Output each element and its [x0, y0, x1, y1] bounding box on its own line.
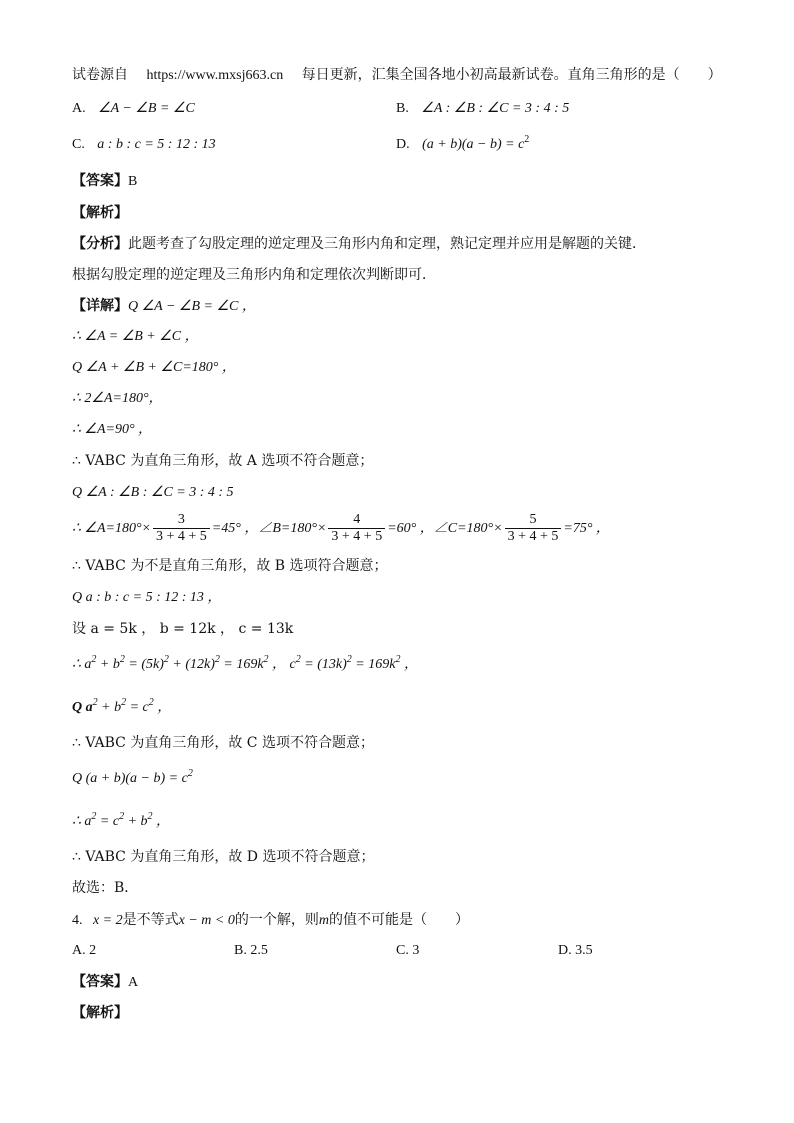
detail-line-6: ∴ VABC 为直角三角形，故 A 选项不符合题意； [72, 453, 374, 469]
detail-line-13: Q $a^2 + b^2 = c^2$ ， [72, 697, 172, 715]
q3-analysis-heading: 【解析】 [72, 205, 128, 221]
header-line [72, 66, 722, 85]
detail-line-11: 设 a = 5k ， b = 12k ， c = 13k [72, 621, 294, 637]
detail-line-3: Q ∠A + ∠B + ∠C=180° ， [72, 360, 236, 375]
q4-option-d: D. 3.5 [558, 943, 593, 958]
detail-line-18: 故选：B． [72, 880, 139, 896]
source-prefix: 试卷源自 [72, 67, 128, 83]
detail-line-10: Q a : b : c = 5 : 12 : 13 ， [72, 590, 222, 605]
q3-fenxi: 【分析】此题考查了勾股定理的逆定理及三角形内角和定理，熟记定理并应用是解题的关键． [72, 236, 646, 252]
detail-line-12: ∴ $a^2 + b^2 = (5k)^2 + (12k)^2 = 169k^2$ ， $c^2 = (13k)^2 = 169k^2$ ， [72, 654, 418, 672]
detail-line-5: ∴ ∠A=90° ， [72, 422, 153, 437]
option-a: A. ∠A − ∠B = ∠C [72, 101, 195, 116]
q4-answer: 【答案】A [72, 974, 139, 990]
detail-line-16: ∴ $a^2 = c^2 + b^2$ ， [72, 811, 171, 829]
q3-method: 根据勾股定理的逆定理及三角形内角和定理依次判断即可． [72, 267, 436, 283]
option-b: B. ∠A : ∠B : ∠C = 3 : 4 : 5 [396, 101, 570, 116]
detail-line-4: ∴ 2∠A=180°， [72, 391, 163, 406]
q4-option-c: C. 3 [396, 943, 420, 958]
question-stem: 直角三角形的是（ ） [567, 67, 722, 83]
detail-line-8: ∴ ∠A=180°× $\frac{3}{3 + 4 + 5}$ =45° ，∠B=180°× $\frac{4}{3 + 4 + 5}$ =60° ，∠C=180°× $\frac{5}{3 + 4 + 5}$ =75° ， [72, 511, 610, 544]
q4-option-b: B. 2.5 [234, 943, 268, 958]
q4-analysis-heading: 【解析】 [72, 1005, 128, 1021]
detail-line-17: ∴ VABC 为直角三角形，故 D 选项不符合题意； [72, 849, 375, 865]
option-c: C. a : b : c = 5 : 12 : 13 [72, 137, 216, 152]
fraction-c: $\frac{5}{3 + 4 + 5}$ [505, 512, 562, 545]
detail-line-14: ∴ VABC 为直角三角形，故 C 选项不符合题意； [72, 735, 374, 751]
detail-line-2: ∴ ∠A = ∠B + ∠C ， [72, 329, 199, 344]
fraction-b: $\frac{4}{3 + 4 + 5}$ [328, 512, 385, 545]
q4-option-a: A. 2 [72, 943, 97, 958]
option-d: D. $(a + b)(a - b) = c^2$ [396, 134, 530, 152]
source-url[interactable]: https://www.mxsj663.cn [146, 68, 284, 83]
detail-line-7: Q ∠A : ∠B : ∠C = 3 : 4 : 5 [72, 485, 234, 500]
detail-line-9: ∴ VABC 为不是直角三角形，故 B 选项符合题意； [72, 558, 388, 574]
fraction-a: $\frac{3}{3 + 4 + 5}$ [153, 512, 210, 545]
q3-answer: 【答案】B [72, 173, 138, 189]
detail-line-1: 【详解】Q ∠A − ∠B = ∠C ， [72, 298, 256, 314]
detail-line-15: Q $(a + b)(a - b) = c^2$ [72, 768, 193, 786]
slogan: 每日更新，汇集全国各地小初高最新试卷。 [301, 67, 568, 83]
q4-stem: 4. x = 2是不等式x − m < 0的一个解，则m的值不可能是（ ） [72, 912, 469, 928]
